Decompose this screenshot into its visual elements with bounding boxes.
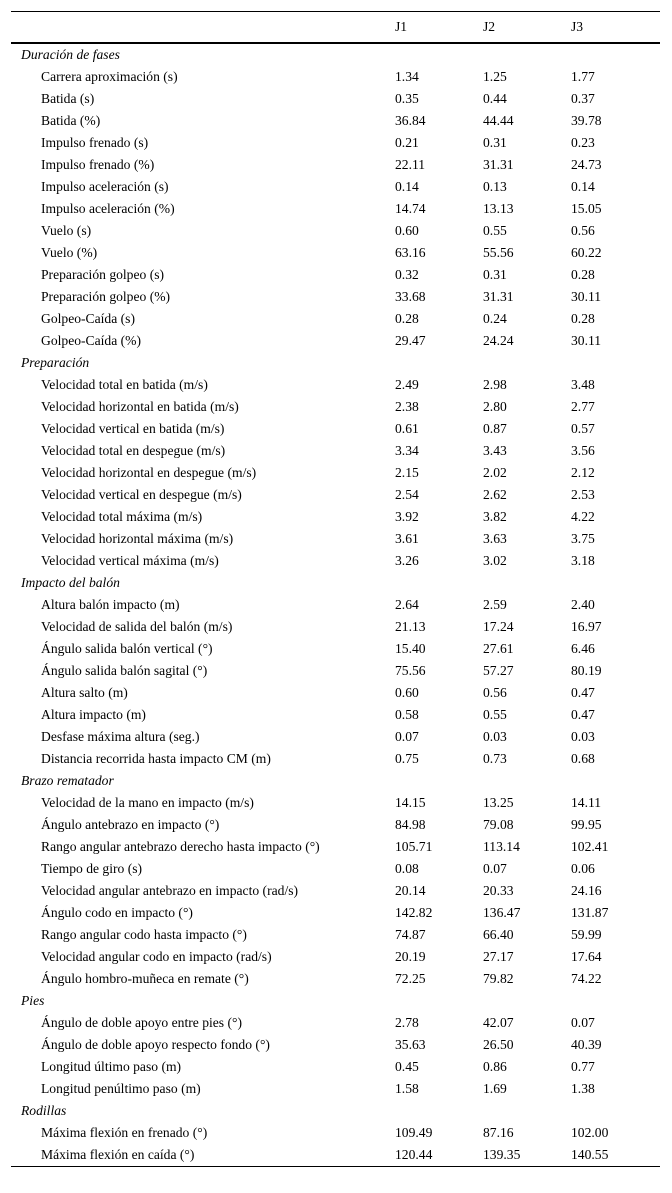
data-table-container <box>11 11 660 1167</box>
cell-j3: 80.19 <box>571 663 602 678</box>
row-label: Impulso frenado (s) <box>41 135 149 150</box>
section-header-row <box>11 990 660 1012</box>
cell-j1: 0.21 <box>395 135 419 150</box>
cell-j1: 29.47 <box>395 333 426 348</box>
cell-j1: 21.13 <box>395 619 426 634</box>
row-label: Velocidad horizontal en batida (m/s) <box>41 399 239 414</box>
table-row <box>11 1056 660 1078</box>
cell-j3: 39.78 <box>571 113 602 128</box>
cell-j3: 0.07 <box>571 1015 595 1030</box>
table-row <box>11 660 660 682</box>
row-label: Batida (%) <box>41 113 101 128</box>
header-cell-label <box>11 12 395 43</box>
row-label: Velocidad de la mano en impacto (m/s) <box>41 795 254 810</box>
cell-j1: 2.54 <box>395 487 419 502</box>
cell-j2: 3.82 <box>483 509 507 524</box>
cell-j3: 2.53 <box>571 487 595 502</box>
cell-j1: 3.34 <box>395 443 419 458</box>
row-label: Ángulo codo en impacto (°) <box>41 905 193 920</box>
row-label: Velocidad vertical en despegue (m/s) <box>41 487 242 502</box>
section-header-row <box>11 770 660 792</box>
row-label: Batida (s) <box>41 91 95 106</box>
header-cell-j3: J3 <box>571 19 584 34</box>
cell-j2: 13.13 <box>483 201 514 216</box>
table-row <box>11 330 660 352</box>
cell-j2: 3.43 <box>483 443 507 458</box>
table-row <box>11 1122 660 1144</box>
cell-j1: 63.16 <box>395 245 426 260</box>
row-label: Tiempo de giro (s) <box>41 861 143 876</box>
row-label: Impulso aceleración (s) <box>41 179 169 194</box>
cell-j3: 0.47 <box>571 707 595 722</box>
cell-j1: 15.40 <box>395 641 426 656</box>
cell-j2: 27.61 <box>483 641 514 656</box>
cell-j1: 35.63 <box>395 1037 426 1052</box>
cell-j2: 2.62 <box>483 487 507 502</box>
row-label: Altura impacto (m) <box>41 707 146 722</box>
row-label: Preparación golpeo (%) <box>41 289 171 304</box>
table-row <box>11 726 660 748</box>
table-row <box>11 198 660 220</box>
table-row <box>11 946 660 968</box>
cell-j1: 14.74 <box>395 201 426 216</box>
row-label: Máxima flexión en frenado (°) <box>41 1125 208 1140</box>
cell-j3: 2.77 <box>571 399 595 414</box>
cell-j2: 24.24 <box>483 333 514 348</box>
header-row <box>11 12 660 43</box>
table-body <box>11 43 660 1166</box>
row-label: Rango angular codo hasta impacto (°) <box>41 927 247 942</box>
section-title: Duración de fases <box>21 47 120 62</box>
cell-j2: 42.07 <box>483 1015 514 1030</box>
row-label: Velocidad total en batida (m/s) <box>41 377 208 392</box>
cell-j1: 1.58 <box>395 1081 419 1096</box>
cell-j1: 74.87 <box>395 927 426 942</box>
cell-j2: 26.50 <box>483 1037 514 1052</box>
cell-j1: 14.15 <box>395 795 426 810</box>
row-label: Carrera aproximación (s) <box>41 69 178 84</box>
cell-j1: 1.34 <box>395 69 419 84</box>
table-row <box>11 374 660 396</box>
row-label: Altura salto (m) <box>41 685 128 700</box>
cell-j2: 2.02 <box>483 465 507 480</box>
cell-j3: 15.05 <box>571 201 602 216</box>
cell-j2: 13.25 <box>483 795 514 810</box>
cell-j3: 0.68 <box>571 751 595 766</box>
cell-j2: 0.31 <box>483 135 507 150</box>
row-label: Desfase máxima altura (seg.) <box>41 729 200 744</box>
section-title: Rodillas <box>21 1103 67 1118</box>
table-row <box>11 748 660 770</box>
header-cell-j2: J2 <box>483 19 496 34</box>
cell-j1: 109.49 <box>395 1125 433 1140</box>
cell-j2: 87.16 <box>483 1125 514 1140</box>
cell-j1: 22.11 <box>395 157 426 172</box>
cell-j1: 20.19 <box>395 949 426 964</box>
cell-j2: 139.35 <box>483 1147 521 1162</box>
cell-j2: 2.80 <box>483 399 507 414</box>
section-title: Pies <box>21 993 45 1008</box>
row-label: Velocidad horizontal en despegue (m/s) <box>41 465 257 480</box>
section-header-row <box>11 572 660 594</box>
table-row <box>11 242 660 264</box>
row-label: Impulso frenado (%) <box>41 157 155 172</box>
section-title: Brazo rematador <box>21 773 114 788</box>
section-title: Impacto del balón <box>21 575 120 590</box>
table-row <box>11 176 660 198</box>
row-label: Golpeo-Caída (s) <box>41 311 135 326</box>
cell-j2: 79.82 <box>483 971 514 986</box>
table-row <box>11 1012 660 1034</box>
row-label: Longitud penúltimo paso (m) <box>41 1081 201 1096</box>
table-row <box>11 418 660 440</box>
section-header-row <box>11 352 660 374</box>
cell-j3: 0.28 <box>571 311 595 326</box>
row-label: Velocidad angular antebrazo en impacto (rad/s) <box>41 883 299 898</box>
row-label: Máxima flexión en caída (°) <box>41 1147 195 1162</box>
table-bottom-rule <box>11 1166 660 1167</box>
cell-j3: 140.55 <box>571 1147 609 1162</box>
cell-j3: 0.56 <box>571 223 595 238</box>
table-row <box>11 308 660 330</box>
cell-j3: 0.57 <box>571 421 595 436</box>
table-row <box>11 1034 660 1056</box>
cell-j1: 36.84 <box>395 113 426 128</box>
cell-j2: 0.73 <box>483 751 507 766</box>
cell-j1: 72.25 <box>395 971 426 986</box>
cell-j2: 55.56 <box>483 245 514 260</box>
cell-j2: 3.63 <box>483 531 507 546</box>
cell-j1: 0.08 <box>395 861 419 876</box>
cell-j1: 142.82 <box>395 905 433 920</box>
cell-j3: 1.38 <box>571 1081 595 1096</box>
table-row <box>11 836 660 858</box>
table-row <box>11 506 660 528</box>
table-row <box>11 286 660 308</box>
cell-j1: 0.61 <box>395 421 419 436</box>
cell-j2: 79.08 <box>483 817 514 832</box>
cell-j3: 59.99 <box>571 927 602 942</box>
cell-j3: 1.77 <box>571 69 595 84</box>
cell-j1: 75.56 <box>395 663 426 678</box>
table-row <box>11 220 660 242</box>
cell-j2: 31.31 <box>483 157 514 172</box>
cell-j3: 0.47 <box>571 685 595 700</box>
cell-j1: 0.60 <box>395 685 419 700</box>
table-row <box>11 814 660 836</box>
header-cell-j1: J1 <box>395 19 408 34</box>
table-row <box>11 616 660 638</box>
cell-j1: 0.14 <box>395 179 419 194</box>
row-label: Golpeo-Caída (%) <box>41 333 142 348</box>
cell-j3: 102.41 <box>571 839 609 854</box>
cell-j3: 4.22 <box>571 509 595 524</box>
cell-j3: 40.39 <box>571 1037 602 1052</box>
row-label: Vuelo (s) <box>41 223 92 238</box>
cell-j3: 60.22 <box>571 245 602 260</box>
cell-j2: 0.24 <box>483 311 507 326</box>
table-row <box>11 1144 660 1166</box>
table-row <box>11 594 660 616</box>
table-row <box>11 1078 660 1100</box>
cell-j2: 1.69 <box>483 1081 507 1096</box>
table-row <box>11 550 660 572</box>
row-label: Ángulo salida balón sagital (°) <box>41 663 208 678</box>
cell-j3: 0.03 <box>571 729 595 744</box>
cell-j2: 17.24 <box>483 619 514 634</box>
cell-j2: 2.59 <box>483 597 507 612</box>
row-label: Ángulo hombro-muñeca en remate (°) <box>41 971 249 986</box>
row-label: Velocidad total en despegue (m/s) <box>41 443 226 458</box>
cell-j3: 0.37 <box>571 91 595 106</box>
cell-j1: 2.15 <box>395 465 419 480</box>
section-header-row <box>11 43 660 66</box>
cell-j1: 0.45 <box>395 1059 419 1074</box>
cell-j3: 30.11 <box>571 333 602 348</box>
table-row <box>11 462 660 484</box>
section-title: Preparación <box>21 355 90 370</box>
row-label: Longitud último paso (m) <box>41 1059 182 1074</box>
cell-j2: 0.55 <box>483 707 507 722</box>
cell-j1: 0.32 <box>395 267 419 282</box>
cell-j3: 99.95 <box>571 817 602 832</box>
table-row <box>11 792 660 814</box>
cell-j3: 3.18 <box>571 553 595 568</box>
table-row <box>11 66 660 88</box>
cell-j3: 24.73 <box>571 157 602 172</box>
cell-j2: 20.33 <box>483 883 514 898</box>
row-label: Ángulo salida balón vertical (°) <box>41 641 213 656</box>
cell-j3: 74.22 <box>571 971 602 986</box>
row-label: Velocidad de salida del balón (m/s) <box>41 619 233 634</box>
cell-j1: 2.38 <box>395 399 419 414</box>
cell-j3: 6.46 <box>571 641 595 656</box>
row-label: Vuelo (%) <box>41 245 98 260</box>
cell-j2: 0.13 <box>483 179 507 194</box>
cell-j3: 3.75 <box>571 531 595 546</box>
results-table <box>11 12 660 1166</box>
cell-j2: 2.98 <box>483 377 507 392</box>
cell-j3: 14.11 <box>571 795 602 810</box>
cell-j1: 0.07 <box>395 729 419 744</box>
row-label: Altura balón impacto (m) <box>41 597 180 612</box>
row-label: Velocidad horizontal máxima (m/s) <box>41 531 234 546</box>
row-label: Rango angular antebrazo derecho hasta impacto (°) <box>41 839 320 854</box>
cell-j1: 2.49 <box>395 377 419 392</box>
cell-j3: 0.23 <box>571 135 595 150</box>
cell-j1: 0.28 <box>395 311 419 326</box>
cell-j3: 30.11 <box>571 289 602 304</box>
table-row <box>11 924 660 946</box>
cell-j2: 44.44 <box>483 113 514 128</box>
cell-j3: 3.48 <box>571 377 595 392</box>
row-label: Ángulo antebrazo en impacto (°) <box>41 817 220 832</box>
cell-j2: 0.07 <box>483 861 507 876</box>
row-label: Impulso aceleración (%) <box>41 201 175 216</box>
cell-j2: 0.87 <box>483 421 507 436</box>
row-label: Velocidad angular codo en impacto (rad/s) <box>41 949 272 964</box>
cell-j2: 113.14 <box>483 839 520 854</box>
section-header-row <box>11 1100 660 1122</box>
cell-j1: 3.26 <box>395 553 419 568</box>
cell-j3: 0.77 <box>571 1059 595 1074</box>
cell-j1: 0.75 <box>395 751 419 766</box>
table-row <box>11 968 660 990</box>
cell-j2: 31.31 <box>483 289 514 304</box>
row-label: Velocidad vertical máxima (m/s) <box>41 553 219 568</box>
row-label: Velocidad vertical en batida (m/s) <box>41 421 225 436</box>
cell-j2: 3.02 <box>483 553 507 568</box>
cell-j2: 0.56 <box>483 685 507 700</box>
table-row <box>11 902 660 924</box>
row-label: Ángulo de doble apoyo entre pies (°) <box>41 1015 242 1030</box>
row-label: Ángulo de doble apoyo respecto fondo (°) <box>41 1037 270 1052</box>
cell-j2: 0.31 <box>483 267 507 282</box>
cell-j1: 0.35 <box>395 91 419 106</box>
table-row <box>11 396 660 418</box>
cell-j2: 136.47 <box>483 905 521 920</box>
cell-j1: 120.44 <box>395 1147 433 1162</box>
table-row <box>11 132 660 154</box>
table-row <box>11 110 660 132</box>
cell-j1: 2.78 <box>395 1015 419 1030</box>
cell-j3: 0.14 <box>571 179 595 194</box>
cell-j3: 2.40 <box>571 597 595 612</box>
table-row <box>11 264 660 286</box>
table-row <box>11 704 660 726</box>
table-row <box>11 528 660 550</box>
cell-j3: 3.56 <box>571 443 595 458</box>
table-row <box>11 638 660 660</box>
cell-j1: 0.58 <box>395 707 419 722</box>
cell-j1: 105.71 <box>395 839 433 854</box>
table-row <box>11 880 660 902</box>
cell-j3: 102.00 <box>571 1125 609 1140</box>
cell-j2: 1.25 <box>483 69 507 84</box>
cell-j2: 0.86 <box>483 1059 507 1074</box>
cell-j2: 0.03 <box>483 729 507 744</box>
cell-j3: 131.87 <box>571 905 609 920</box>
table-row <box>11 484 660 506</box>
cell-j1: 33.68 <box>395 289 426 304</box>
cell-j1: 2.64 <box>395 597 419 612</box>
row-label: Preparación golpeo (s) <box>41 267 165 282</box>
cell-j3: 16.97 <box>571 619 602 634</box>
table-row <box>11 682 660 704</box>
row-label: Distancia recorrida hasta impacto CM (m) <box>41 751 271 766</box>
cell-j1: 84.98 <box>395 817 426 832</box>
cell-j1: 3.61 <box>395 531 419 546</box>
cell-j3: 24.16 <box>571 883 602 898</box>
cell-j2: 0.44 <box>483 91 507 106</box>
cell-j3: 2.12 <box>571 465 595 480</box>
cell-j2: 66.40 <box>483 927 514 942</box>
cell-j1: 3.92 <box>395 509 419 524</box>
cell-j1: 20.14 <box>395 883 426 898</box>
table-row <box>11 440 660 462</box>
table-row <box>11 154 660 176</box>
cell-j2: 0.55 <box>483 223 507 238</box>
table-row <box>11 88 660 110</box>
cell-j2: 27.17 <box>483 949 514 964</box>
cell-j3: 0.28 <box>571 267 595 282</box>
cell-j3: 17.64 <box>571 949 602 964</box>
cell-j1: 0.60 <box>395 223 419 238</box>
cell-j3: 0.06 <box>571 861 595 876</box>
table-row <box>11 858 660 880</box>
cell-j2: 57.27 <box>483 663 514 678</box>
row-label: Velocidad total máxima (m/s) <box>41 509 203 524</box>
